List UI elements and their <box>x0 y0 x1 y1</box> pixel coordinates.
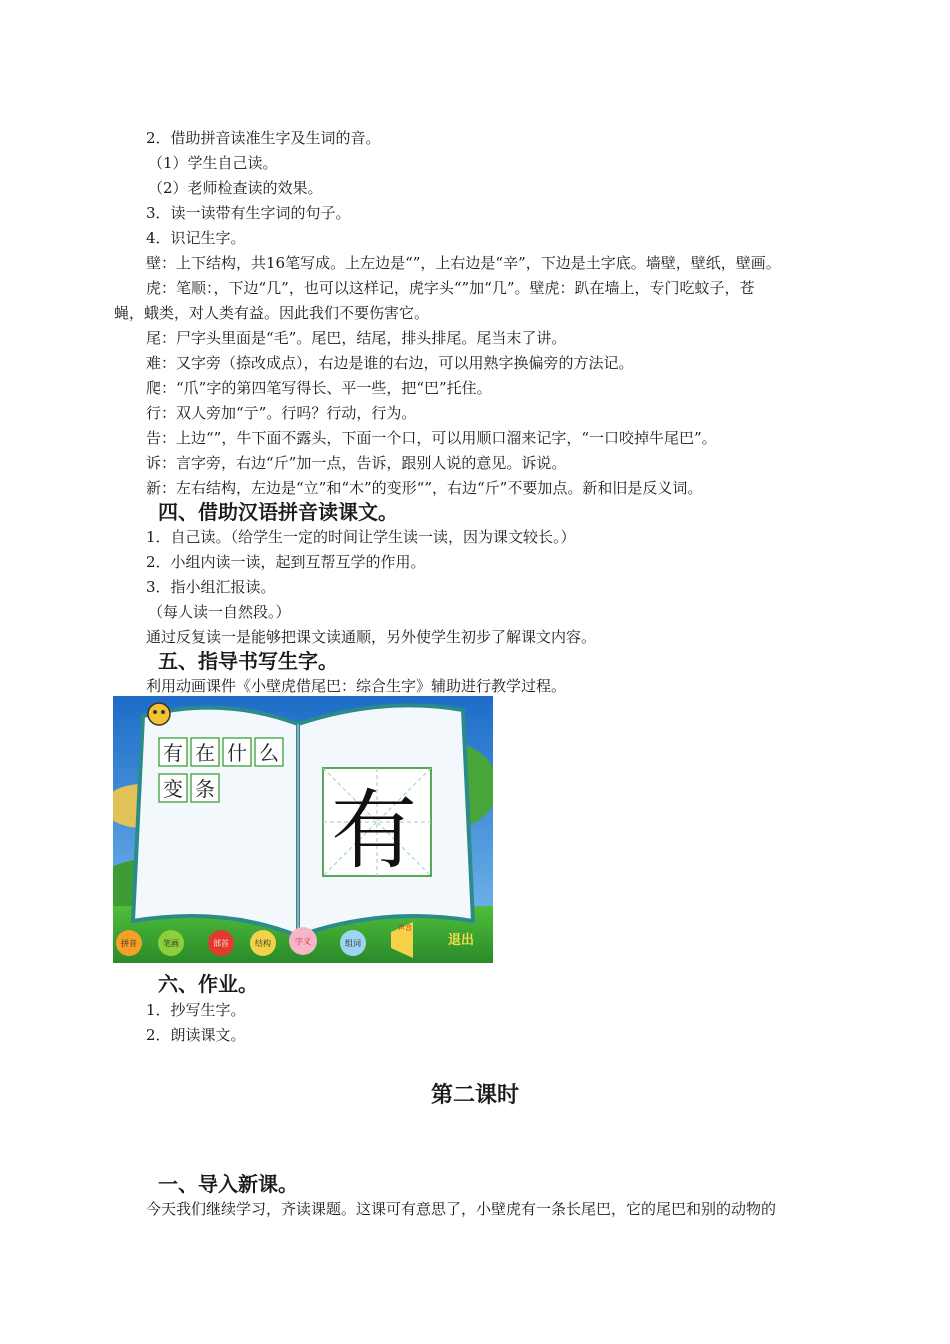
large-character: 有 <box>331 781 417 881</box>
grid-char: 条 <box>195 777 215 801</box>
paragraph-line: 壁：上下结构，共16笔写成。上左边是“”，上右边是“辛”，下边是土字底。墙壁，壁纸，壁画。 <box>146 254 781 272</box>
paragraph-line: 2．借助拼音读准生字及生词的音。 <box>146 129 381 147</box>
paragraph-line: 3．指小组汇报读。 <box>146 578 276 596</box>
section-heading: 六、作业。 <box>158 972 258 996</box>
paragraph-line: 尾：尸字头里面是“毛”。尾巴，结尾，排头排尾。尾当末了讲。 <box>146 329 567 347</box>
courseware-illustration <box>113 696 493 963</box>
paragraph-line: （1）学生自己读。 <box>148 154 278 172</box>
paragraph-line: 2．朗读课文。 <box>146 1026 246 1044</box>
section-heading: 五、指导书写生字。 <box>158 649 338 673</box>
paragraph-line: 利用动画课件《小壁虎借尾巴：综合生字》辅助进行教学过程。 <box>146 677 567 695</box>
paragraph-line: 1．抄写生字。 <box>146 1001 246 1019</box>
button-label: 部首 <box>213 939 229 948</box>
bee-mascot-icon <box>148 703 170 725</box>
paragraph-line: 爬：“爪”字的第四笔写得长、平一些，把“巴”托住。 <box>146 379 492 397</box>
paragraph-line: 虎：笔顺：，下边“几”，也可以这样记，虎字头“”加“几”。壁虎：趴在墙上，专门吃蚊子，苍 <box>146 279 755 297</box>
grid-char: 在 <box>195 741 215 765</box>
button-label: 笔画 <box>163 939 179 948</box>
grid-char: 有 <box>163 741 183 765</box>
paragraph-line: 2．小组内读一读，起到互帮互学的作用。 <box>146 553 426 571</box>
paragraph-line: （每人读一自然段。） <box>148 603 291 621</box>
lesson-title: 第二课时 <box>430 1083 519 1108</box>
paragraph-line: 告：上边“”，牛下面不露头，下面一个口，可以用顺口溜来记字，“一口咬掉牛尾巴”。 <box>146 429 717 447</box>
button-label: 声音 <box>398 924 412 932</box>
section-heading: 四、借助汉语拼音读课文。 <box>158 500 398 524</box>
paragraph-line: 蝇，蛾类，对人类有益。因此我们不要伤害它。 <box>114 304 430 322</box>
paragraph-line: 难：又字旁（捺改成点），右边是谁的右边，可以用熟字换偏旁的方法记。 <box>146 354 634 372</box>
button-label: 拼音 <box>121 939 137 948</box>
grid-char: 变 <box>163 777 183 801</box>
section-heading: 一、导入新课。 <box>158 1172 298 1196</box>
paragraph-line: 1．自己读。（给学生一定的时间让学生读一读，因为课文较长。） <box>146 528 576 546</box>
button-label: 组词 <box>345 939 361 948</box>
paragraph-line: 通过反复读一是能够把课文读通顺，另外使学生初步了解课文内容。 <box>146 628 597 646</box>
paragraph-line: （2）老师检查读的效果。 <box>148 179 323 197</box>
grid-char: 什 <box>227 741 247 765</box>
grid-char: 么 <box>259 741 279 765</box>
paragraph-line: 诉：言字旁，右边“斤”加一点，告诉，跟别人说的意见。诉说。 <box>146 454 567 472</box>
button-label: 结构 <box>255 939 271 948</box>
courseware-screenshot <box>113 696 493 963</box>
paragraph-line: 4．识记生字。 <box>146 229 246 247</box>
paragraph-line: 今天我们继续学习，齐读课题。这课可有意思了，小壁虎有一条长尾巴，它的尾巴和别的动物的 <box>146 1200 777 1218</box>
button-label: 字义 <box>295 937 311 946</box>
exit-label: 退出 <box>447 933 475 948</box>
paragraph-line: 3．读一读带有生字词的句子。 <box>146 204 351 222</box>
paragraph-line: 行：双人旁加“亍”。行吗？行动，行为。 <box>146 404 417 422</box>
paragraph-line: 新：左右结构，左边是“立”和“木”的变形“”，右边“斤”不要加点。新和旧是反义词。 <box>146 479 703 497</box>
